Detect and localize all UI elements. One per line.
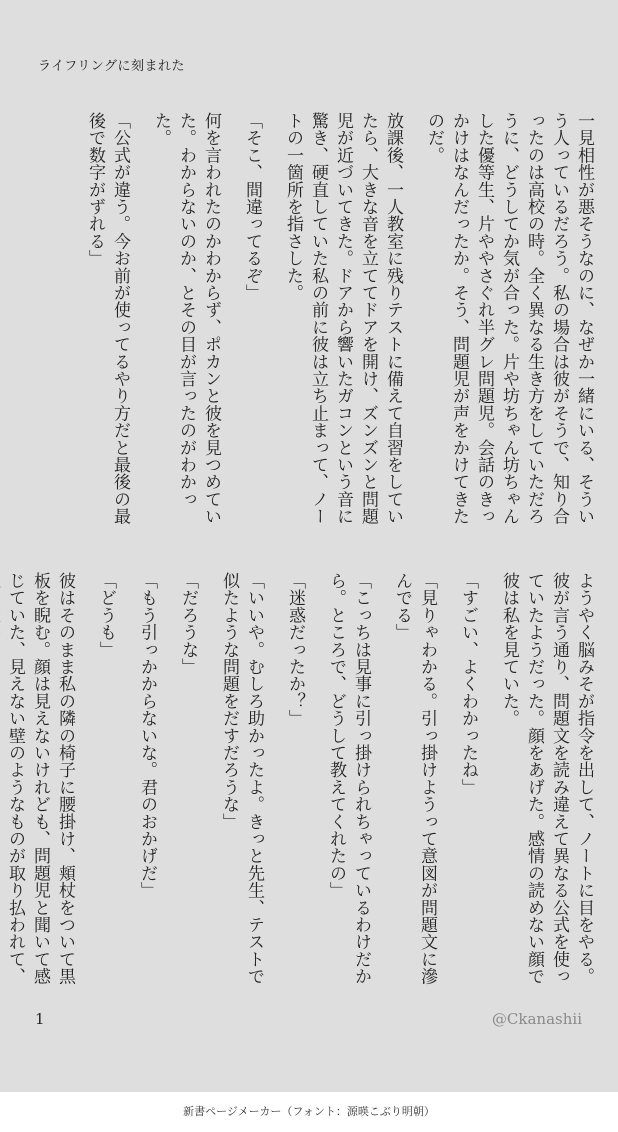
running-header-title: ライフリングに刻まれた — [38, 59, 185, 74]
paragraph: 何を言われたのかわからず、ポカンと彼を見つめていた。わからないのか、とその目が言ったのがわかった。 — [151, 112, 221, 525]
footer-bar — [0, 1092, 618, 1132]
paragraph: 彼はそのまま私の隣の椅子に腰掛け、頬杖をついて黒板を睨む。顔は見えないけれども、問題児と聞いて感じていた、見えない壁のようなものが取り払われて、 — [5, 572, 75, 985]
dialogue-line: 「迷惑だったか？」 — [285, 572, 305, 727]
page-number: 1 — [35, 1010, 45, 1028]
dialogue-line: 「どうも」 — [96, 572, 116, 658]
dialogue-line: 「すごい、よくわかったね」 — [458, 572, 478, 796]
paragraph: 放課後、一人教室に残りテストに備えて自習をしていたら、大きな音を立ててドアを開け、ズンズンと問題児が近づいてきた。ドアから響いたガコンという音に驚き、硬直していた私の前に彼は立ち止まって、ノートの一箇所を指さした。 — [283, 112, 403, 525]
dialogue-line: 「見りゃわかる。引っ掛けようって意図が問題文に滲んでる」 — [392, 572, 437, 985]
footer-credit: 新書ページメーカー（フォント：源暎こぶり明朝） — [183, 1105, 435, 1118]
dialogue-line: 「公式が違う。今お前が使ってるやり方だと最後の最後で数字がずれる」 — [85, 112, 130, 525]
dialogue-line: 「だろうな」 — [178, 572, 198, 676]
text-column-lower — [5, 572, 596, 992]
author-handle: @Ckanashii — [491, 1010, 582, 1028]
text-column-upper — [48, 112, 596, 532]
dialogue-line: 「そこ、間違ってるぞ」 — [242, 112, 262, 302]
dialogue-line: 「もう引っかからないな。君のおかげだ」 — [137, 572, 157, 899]
paragraph: 一見相性が悪そうなのに、なぜか一緒にいる、そういう人っているだろう。私の場合は彼がそうで、知り合ったのは高校の時。全く異なる生き方をしていただろうに、どうしてか気が合った。片や坊ちゃん坊ちゃんした優等生、片ややさぐれ半グレ問題児。会話のきっかけはなんだったか。そう、問題児が声をかけてきたのだ。 — [424, 112, 594, 525]
dialogue-line: 「いいや。むしろ助かったよ。きっと先生、テストで似たような問題をだすだろうな」 — [219, 572, 264, 985]
dialogue-line: 「こっちは見事に引っ掛けられちゃっているわけだから。ところで、どうして教えてくれたの」 — [326, 572, 371, 985]
paragraph: ようやく脳みそが指令を出して、ノートに目をやる。彼が言う通り、問題文を読み違えて異なる公式を使っていたようだった。顔をあげた。感情の読めない顔で彼は私を見ていた。 — [499, 572, 594, 985]
